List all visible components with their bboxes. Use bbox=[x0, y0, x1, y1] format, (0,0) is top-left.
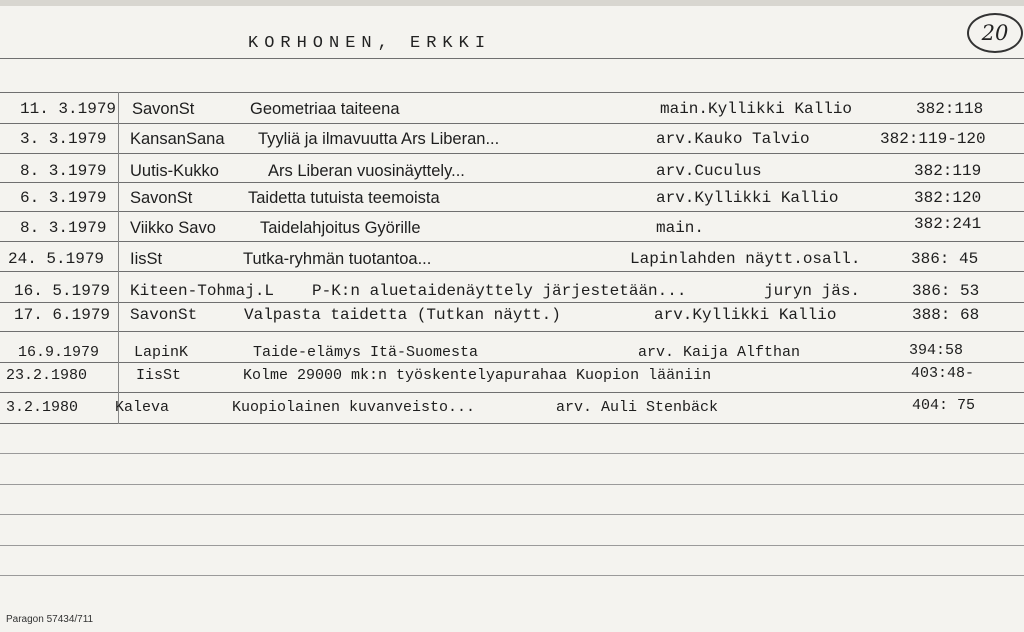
entry-date: 17. 6.1979 bbox=[14, 306, 111, 324]
entry-title: Tutka-ryhmän tuotantoa... bbox=[243, 250, 432, 268]
entry-date: 23.2.1980 bbox=[6, 367, 88, 384]
entry-date: 3.2.1980 bbox=[6, 399, 79, 416]
rule-line bbox=[0, 392, 1024, 393]
rule-line bbox=[0, 92, 1024, 93]
entry-source: Viikko Savo bbox=[130, 219, 216, 237]
entry-title: Kolme 29000 mk:n työskentelyapurahaa Kuopion lääniin bbox=[243, 367, 712, 384]
entry-ref: 394:58 bbox=[909, 342, 964, 359]
entry-date: 11. 3.1979 bbox=[20, 100, 117, 118]
rule-line bbox=[0, 545, 1024, 546]
entry-author: main.Kyllikki Kallio bbox=[660, 100, 853, 118]
card-footer: Paragon 57434/711 bbox=[6, 614, 94, 625]
entry-ref: 382:120 bbox=[914, 189, 982, 207]
entry-date: 3. 3.1979 bbox=[20, 130, 107, 148]
entry-title: Taide-elämys Itä-Suomesta bbox=[253, 344, 479, 361]
rule-line bbox=[0, 58, 1024, 59]
entry-ref: 382:118 bbox=[916, 100, 984, 118]
entry-date: 16. 5.1979 bbox=[14, 282, 111, 300]
rule-line bbox=[0, 241, 1024, 242]
card-top-edge bbox=[0, 0, 1024, 6]
rule-line bbox=[0, 362, 1024, 363]
entry-ref: 386: 45 bbox=[911, 250, 979, 268]
margin-line bbox=[118, 92, 119, 424]
rule-line bbox=[0, 575, 1024, 576]
rule-line bbox=[0, 484, 1024, 485]
entry-ref: 382:119 bbox=[914, 162, 982, 180]
entry-author: arv.Kauko Talvio bbox=[656, 130, 810, 148]
entry-date: 24. 5.1979 bbox=[8, 250, 105, 268]
entry-title: Taidetta tutuista teemoista bbox=[248, 189, 440, 207]
entry-author: arv.Kyllikki Kallio bbox=[654, 306, 837, 324]
entry-source: Uutis-Kukko bbox=[130, 162, 219, 180]
rule-line bbox=[0, 182, 1024, 183]
card-number-circle: 20 bbox=[967, 13, 1023, 53]
entry-date: 6. 3.1979 bbox=[20, 189, 107, 207]
rule-line bbox=[0, 331, 1024, 332]
entry-ref: 382:119-120 bbox=[880, 130, 986, 148]
entry-title: Taidelahjoitus Györille bbox=[260, 219, 421, 237]
entry-ref: 403:48- bbox=[911, 365, 975, 382]
entry-source: Kaleva bbox=[115, 399, 170, 416]
entry-source: KansanSana bbox=[130, 130, 225, 148]
entry-date: 16.9.1979 bbox=[18, 344, 100, 361]
entry-source: SavonSt bbox=[130, 306, 198, 324]
entry-date: 8. 3.1979 bbox=[20, 219, 107, 237]
entry-source: IisSt bbox=[136, 367, 182, 384]
entry-source: LapinK bbox=[134, 344, 189, 361]
entry-title: Valpasta taidetta (Tutkan näytt.) bbox=[244, 306, 561, 324]
entry-source: Kiteen-Tohmaj.L bbox=[130, 282, 275, 300]
entry-title: Ars Liberan vuosinäyttely... bbox=[268, 162, 465, 180]
entry-title: Tyyliä ja ilmavuutta Ars Liberan... bbox=[258, 130, 500, 148]
entry-ref: 382:241 bbox=[914, 215, 982, 233]
entry-author: arv.Kyllikki Kallio bbox=[656, 189, 839, 207]
rule-line bbox=[0, 123, 1024, 124]
entry-title: P-K:n aluetaidenäyttely järjestetään... bbox=[312, 282, 687, 300]
entry-ref: 404: 75 bbox=[912, 397, 976, 414]
entry-source: SavonSt bbox=[132, 100, 195, 118]
entry-ref: 386: 53 bbox=[912, 282, 980, 300]
entry-ref: 388: 68 bbox=[912, 306, 980, 324]
entry-author: arv.Cuculus bbox=[656, 162, 762, 180]
card-heading-name: KORHONEN, ERKKI bbox=[248, 34, 492, 53]
entry-date: 8. 3.1979 bbox=[20, 162, 107, 180]
rule-line bbox=[0, 453, 1024, 454]
entry-author: main. bbox=[656, 219, 705, 237]
entry-source: SavonSt bbox=[130, 189, 193, 207]
entry-author: juryn jäs. bbox=[764, 282, 861, 300]
entry-author: arv. Kaija Alfthan bbox=[638, 344, 801, 361]
entry-source: IisSt bbox=[130, 250, 163, 268]
rule-line bbox=[0, 302, 1024, 303]
entry-author: Lapinlahden näytt.osall. bbox=[630, 250, 861, 268]
rule-line bbox=[0, 514, 1024, 515]
rule-line bbox=[0, 423, 1024, 424]
rule-line bbox=[0, 153, 1024, 154]
rule-line bbox=[0, 211, 1024, 212]
entry-title: Geometriaa taiteena bbox=[250, 100, 400, 118]
entry-title: Kuopiolainen kuvanveisto... bbox=[232, 399, 476, 416]
rule-line bbox=[0, 271, 1024, 272]
entry-author: arv. Auli Stenbäck bbox=[556, 399, 719, 416]
